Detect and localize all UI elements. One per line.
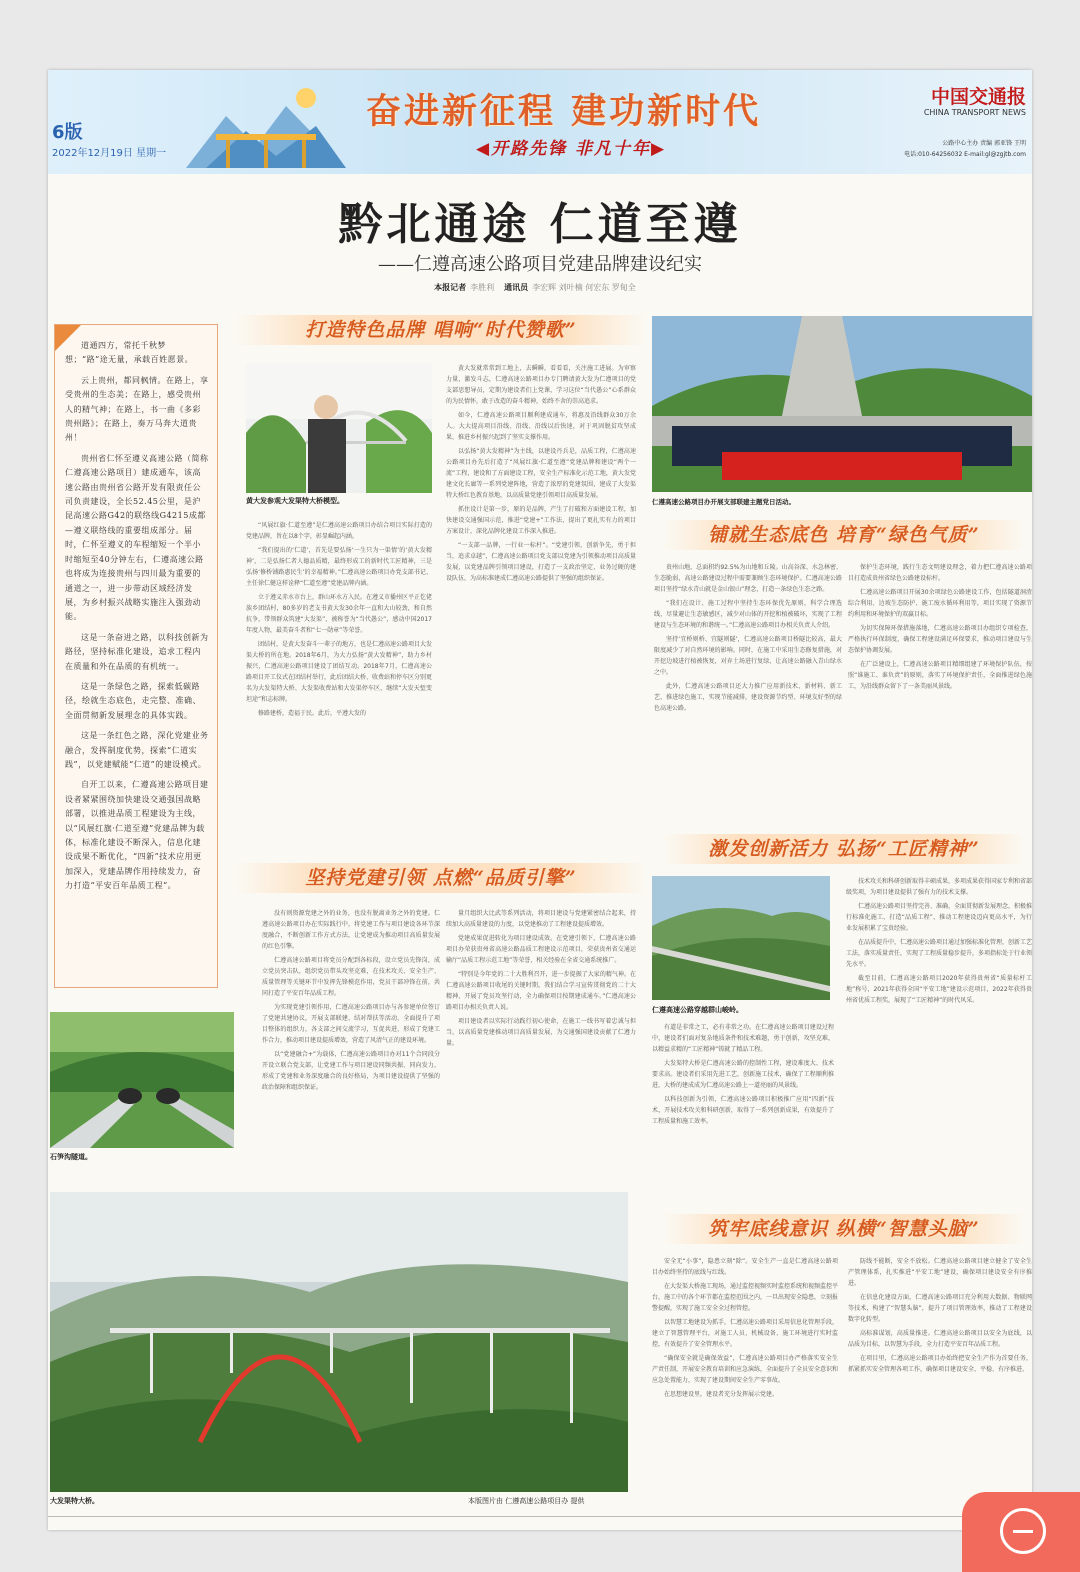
paragraph: 如今，仁遵高速公路项目顺利建成通车，将惠及沿线群众30万余人。大大提高项目沿线、沿线、沿线以后快速，对于巩固脱贫攻坚成果，推进乡村振兴起到了坚实支撑作用。 xyxy=(446,412,636,441)
section-3-title: 铺就生态底色 培育“绿色气质” xyxy=(664,520,1024,550)
paragraph: 技术攻关和科研创新取得丰硕成果，多项成果获得国家专利和省部级奖项，为项目建设提供了强有力的技术支撑。 xyxy=(846,878,1032,896)
masthead-editors: 公路中心主办 责编 郭亚锋 王明 xyxy=(942,140,1026,147)
newspaper-page xyxy=(48,70,1032,1530)
reporter-label: 本报记者 xyxy=(434,283,467,292)
paragraph: 仁遵高速公路项目将党员分配到各标段，设立党员先锋岗，成立党员突击队，组织党员带头攻坚克难，在技术攻关、安全生产、质量管理等关键环节中发挥先锋模范作用，党员干部冲锋在前，共同打造了平安百年品质工程。 xyxy=(262,957,440,997)
paragraph: “特别是今年党的二十大胜利召开，进一步提振了大家的精气神。在仁遵高速公路项目收尾的关键时期，我们结合学习宣传贯彻党的二十大精神，开展了党员攻坚行动，全力确保项目按期建成通车。”仁遵高速公路项目办相关负责人说。 xyxy=(446,971,636,1011)
paragraph: 坚持‘宜桥则桥、宜隧则隧’，仁遵高速公路项目桥隧比较高，最大限度减少了对自然环境的影响。同时，在施工中采用生态修复措施，对开挖边坡进行植被恢复，对弃土场进行复绿，让高速公路融入青山绿水之中。 xyxy=(654,636,842,676)
paragraph: 仁遵高速公路项目坚持完善、准确、全面贯彻新发展理念，积极推行标准化施工，打造“品质工程”，推动工程建设迈向更高水平，为行业发展积累了宝贵经验。 xyxy=(846,903,1032,932)
paragraph: 此外，仁遵高速公路项目还大力推广应用新技术、新材料、新工艺，推进绿色施工，实现节能减排，建设资源节约型、环境友好型的绿色高速公路。 xyxy=(654,683,842,712)
masthead xyxy=(48,70,1032,174)
photo-dafaqu-bridge xyxy=(50,1192,628,1492)
section-1-text-left xyxy=(246,520,432,920)
section-4-text-right xyxy=(846,876,1032,1218)
paragraph: 抓住设计是第一步，原的是品牌，产生了打破和方面建设工程，加快建设交通强国示范，推进“党建+”工作法，提出了更扎实有力的项目方案设计，深化品牌化建设工作深入推进。 xyxy=(446,506,636,535)
caption-highway-mountains: 仁遵高速公路穿越群山峻岭。 xyxy=(652,1006,743,1014)
section-2-title: 坚持党建引领 点燃“品质引擎” xyxy=(236,863,646,893)
paragraph: 量月组织大比武等系列活动，将项目建设与党建紧密结合起来，持续加大高质量建设的力度，以党建推动了工程建设提质增效。 xyxy=(446,910,636,928)
paragraph: “我们提出的‘仁道’，首先是要弘扬‘一生只为一渠情’的‘黄大发精神’，二是弘扬仁者人德品质精，最终形成工的新时代工匠精神，三是弘扬‘修桥铺路惠民生’的幸福精神。”仁遵高速公路项目办党支部书记、主任徐仁健这样诠释“仁道至遵”党建品牌内涵。 xyxy=(246,547,432,587)
masthead-slogan: 奋进新征程 建功新时代 xyxy=(366,91,762,132)
paragraph: 在广泛建设上，仁遵高速公路项目精细组建了环境保护队伍，按照“谁施工、谁负责”的原则，落实了环境保护责任，全面推进绿色施工，为沿线群众留下了一条美丽风景线。 xyxy=(848,661,1032,690)
newspaper-english-name: CHINA TRANSPORT NEWS xyxy=(923,108,1026,117)
paragraph: 为实现党建引领作用，仁遵高速公路项目办与各参建单位签订了党建共建协议，开展支部联建、结对帮扶等活动，全面提升了项目整体的组织力，各支部之间交流学习，互促共进，形成了党建工作合力，推动项目建设提质增效，营造了风清气正的建设环境。 xyxy=(262,1004,440,1044)
section-1-text-right xyxy=(446,363,636,920)
paragraph: 保护生态环境，践行生态文明建设理念，着力把仁遵高速公路项目打造成贵州省绿色公路建设标杆。 xyxy=(848,564,1032,582)
paragraph: 以科技创新为引领，仁遵高速公路项目积极推广应用“四新”技术，开展技术攻关和科研创新，取得了一系列创新成果，有效提升了工程质量和施工效率。 xyxy=(652,1096,834,1125)
section-1-title: 打造特色品牌 唱响“时代赞歌” xyxy=(236,315,646,345)
bottom-rule xyxy=(48,1516,1032,1517)
intro-paragraph: 这是一条绿色之路，探索低碳路径，绘就生态底色，走完整、准确、全面贯彻新发展理念的具体实践。 xyxy=(65,681,201,720)
photo-party-group xyxy=(652,316,1032,492)
paragraph: “一支部一品牌，一行业一标杆”。“党建引领，创新争先，勇于担当，追求卓越”，仁遵高速公路项目党支部以党建为引领推动项目高质量发展，以党建品牌引领项目建设，打造了一支政治坚定、业务过硬的建设队伍，为高标准建成仁遵高速公路提供了坚强的组织保证。 xyxy=(446,542,636,582)
paragraph: 项目建设者以实际行动践行初心使命，在施工一线书写着忠诚与担当，以高质量党建推动项目高质量发展，为交通强国建设贡献了仁遵力量。 xyxy=(446,1018,636,1047)
paragraph: 有道是非常之工，必有非常之功。在仁遵高速公路项目建设过程中，建设者们面对复杂地质条件和技术难题，勇于创新，攻坚克难，以精益求精的“工匠精神”铸就了精品工程。 xyxy=(652,1024,834,1053)
section-4-text-left xyxy=(652,1022,834,1218)
caption-tunnel: 石笋沟隧道。 xyxy=(50,1153,92,1161)
section-5-text-left xyxy=(652,1256,838,1502)
intro-paragraph: 云上贵州，都同枫情。在路上，享受贵州的生态美；在路上，感受贵州人的精气神；在路上，书一曲《多彩贵州路》；在路上，奏万马奔大道贵州！ xyxy=(65,375,209,443)
paragraph: 立于遵义赤水市台上，群山环水方入民。在遵义市播州区平正仡佬族乡团结村，80多岁的老支书黄大发30余年一直和大山较劲，和自然抗争，带领群众筑建“大发渠”，被称誉为“当代愚公”，感动中国2017年度人物，最美奋斗者和“七一勋章”等荣誉。 xyxy=(246,594,432,634)
intro-paragraph: 这是一条红色之路，深化党建业务融合，发挥制度优势，探索“仁道实践”，以党建赋能“仁道”的建设模式。 xyxy=(65,731,209,769)
paragraph: 贵州山地，总面积约92.5%为山地和丘陵。山高谷深、水急林密、生态脆弱，高速公路建设过程中需要兼顾生态环境保护。仁遵高速公路项目坚持“绿水青山就是金山银山”理念，打造一条绿色生态之路。 xyxy=(654,564,842,593)
photo-credit: 本版图片由 仁遵高速公路项目办 提供 xyxy=(468,1497,585,1505)
caption-dafaqu-bridge: 大发渠特大桥。 xyxy=(50,1497,99,1505)
paragraph: 在品质提升中，仁遵高速公路项目通过加强标准化管理，创新工艺工法，落实质量责任，实现了工程质量稳步提升，多项指标处于行业领先水平。 xyxy=(846,939,1032,968)
masthead-artwork xyxy=(186,76,346,168)
photo-tunnel xyxy=(50,1012,234,1148)
article-byline xyxy=(48,282,1032,293)
paragraph: 以智慧工地建设为抓手，仁遵高速公路项目采用信息化管理手段，建立了智慧管理平台，对施工人员、机械设备、施工环境进行实时监控，有效提升了安全管理水平。 xyxy=(652,1319,838,1348)
section-4-title: 激发创新活力 弘扬“工匠精神” xyxy=(664,834,1024,864)
paragraph: 大发渠特大桥是仁遵高速公路的控制性工程，建设难度大、技术要求高。建设者们采用先进工艺，创新施工技术，确保了工程顺利推进，大桥的建成成为仁遵高速公路上一道亮丽的风景线。 xyxy=(652,1060,834,1089)
paragraph: “确保安全就是确保效益”，仁遵高速公路项目办严格落实安全生产责任制，开展安全教育培训和应急演练，全面提升了全员安全意识和应急处置能力，实现了建设期间安全生产零事故。 xyxy=(652,1355,838,1384)
paragraph: 高标准谋划，高质量推进。仁遵高速公路项目以安全为底线，以品质为目标，以智慧为手段，全力打造平安百年品质工程。 xyxy=(848,1330,1032,1348)
section-5-title: 筑牢底线意识 纵横“智慧头脑” xyxy=(664,1214,1024,1244)
intro-box xyxy=(54,324,218,988)
paragraph: 团结村，是黄大发奋斗一辈子的地方，也是仁遵高速公路项目大发渠大桥的所在地。2018年6月，为大力弘扬“黄大发精神”，助力乡村振兴，仁遵高速公路项目建设了团结互动。2018年7月，仁遵高速公路项目开工仪式在团结村举行，此后团结大桥、收费站和停车区分别更名为大发渠特大桥、大发渠收费站和大发渠停车区，继续“大发天堑变坦途”和志标牌。 xyxy=(246,641,432,703)
paragraph: 安全无“小事”，隐患立刻“除”。安全生产一直是仁遵高速公路项目办始终坚持的底线与红线。 xyxy=(652,1258,838,1276)
masthead-contact: 电话:010-64256032 E-mail:gl@zgjtb.com xyxy=(904,151,1026,158)
paragraph: 修路建桥，造福于民。此后，平遵大发的 xyxy=(258,710,367,717)
correspondent-label: 通讯员 xyxy=(504,283,529,292)
paragraph: 在项目里，仁遵高速公路项目办始终把安全生产作为首要任务，抓紧抓实安全管理各项工作，确保项目建设安全、平稳、有序推进。 xyxy=(848,1355,1032,1373)
paragraph: 在信息化建设方面，仁遵高速公路项目充分利用大数据、物联网等技术，构建了“智慧头脑”，提升了项目管理效率，推动了工程建设数字化转型。 xyxy=(848,1294,1032,1323)
paragraph: “风展红旗·仁道至遵”是仁遵高速公路项目办结合项目实际打造的党建品牌，旨在以8个字，彰显崛起内涵。 xyxy=(246,522,432,540)
section-3-text-left xyxy=(654,562,842,830)
paragraph: 没有则资源党建之外的业务，也没有脱离业务之外的党建。仁遵高速公路项目办在实际践行中，将党建工作与项目建设各环节深度融合，不断创新工作方式方法，让党建成为推动项目高质量发展的红色引擎。 xyxy=(262,910,440,950)
paragraph: 黄大发就常常到工地上，去瞬瞬，看看看，关注施工进展。为审察力量，激发斗志，仁遵高速公路项目办专门聘请黄大发为仁遵项目的党支部思想导员，定期为建设者们上党课，学习这位“当代愚公”心系群众的为民情怀，敢于改造的奋斗精神，始终不舍的崇高追求。 xyxy=(446,365,636,405)
paragraph: 在大发渠大桥施工现场，通过监控视频实时监控系统和视频监控平台，施工中的各个环节都在监控范围之内，一旦出现安全隐患，立刻报警提醒，实现了施工安全全过程管控。 xyxy=(652,1283,838,1312)
paragraph: 防线不能断，安全不放松。仁遵高速公路项目建立健全了安全生产管理体系，扎实推进“平安工地”建设，确保项目建设安全有序推进。 xyxy=(848,1258,1032,1287)
photo-highway-mountains xyxy=(652,876,830,1000)
masthead-subslogan: ◀开路先锋 非凡十年▶ xyxy=(476,139,667,159)
section-3-text-right xyxy=(848,562,1032,830)
correspondent-names: 李宏辉 刘叶楠 何宏东 罗甸全 xyxy=(532,283,636,292)
paragraph: 以“党建融合+”为载体，仁遵高速公路项目办对11个合同段分开设立联合党支部，让党建工作与项目建设同频共振、同向发力，形成了党建和业务深度融合的良好格局，为项目建设提供了坚强的政治保障和组织保证。 xyxy=(262,1051,440,1091)
intro-paragraph: 道通四方，常托千秋梦想；“路”途无量，承载百姓愿景。 xyxy=(65,341,194,365)
article-headline: 黔北通途 仁道至遵 xyxy=(338,199,742,250)
section-2-text-right xyxy=(446,908,636,1234)
paragraph: 党建成果促进转化为项目建设成效。在党建引领下，仁遵高速公路项目办荣获贵州省高速公路品质工程建设示范项目，荣获贵州省交通运输厅“品质工程示范工地”等荣誉，相关经验在全省交通系统推广。 xyxy=(446,935,636,964)
publication-date: 2022年12月19日 星期一 xyxy=(52,148,167,159)
photo-bridge-model xyxy=(246,363,432,493)
article-subhead: ——仁遵高速公路项目党建品牌建设纪实 xyxy=(378,254,702,275)
paragraph: 在思想建设里，建设者充分发挥展示党建。 xyxy=(664,1391,779,1398)
minus-circle-icon[interactable] xyxy=(1000,1508,1046,1554)
paragraph: “我们在设计、施工过程中坚持生态环保优先原则，科学合理选线，尽量避让生态敏感区，减少对山体的开挖和植被破坏，实现了工程建设与生态环境的和谐统一。”仁遵高速公路项目办相关负责人介绍。 xyxy=(654,600,842,629)
paragraph: 为切实保障环保措施落地，仁遵高速公路项目办组织专项检查，严格执行环保制度，确保工程建设满足环保要求，推动项目建设与生态保护协调发展。 xyxy=(848,625,1032,654)
intro-paragraph: 自开工以来，仁遵高速公路项目建设者紧紧围绕加快建设交通强国战略部署，以推进品质工程建设为主线，以“风展红旗·仁道至遵”党建品牌为载体，标准化建设不断深入，信息化建设成果不断优化，“四新”技术应用更加深入，党建品牌作用持续发力，奋力打造“平安百年品质工程”。 xyxy=(65,780,209,891)
caption-party-group: 仁遵高速公路项目办开展支部联建主题党日活动。 xyxy=(652,498,795,506)
caption-bridge-model: 黄大发参观大发渠特大桥模型。 xyxy=(246,497,344,505)
paragraph: 截至目前，仁遵高速公路项目2020年获得贵州省“质量标杆工地”称号，2021年获得全国“平安工地”建设示范项目，2022年获得贵州省优质工程奖，展现了“工匠精神”的时代风采。 xyxy=(846,975,1032,1004)
masthead-info xyxy=(904,138,1026,160)
intro-corner-mark xyxy=(55,325,81,351)
reporter-name: 李胜利 xyxy=(470,283,495,292)
newspaper-name: 中国交通报 xyxy=(930,86,1026,108)
section-2-text-left xyxy=(262,908,440,1234)
intro-paragraph: 这是一条奋进之路，以科技创新为路径，坚持标准化建设，追求工程内在质量和外在品质的有机统一。 xyxy=(65,632,209,671)
paragraph: 以弘扬“黄大发精神”为主线，以建设丹兵是，品质工程，仁遵高速公路项目办先后打造了“风展红旗·仁道至遵”党建品牌和建设“两个一流”工程，建设和了方面建设工程，安全生产标准化示范工地，黄大发党建文化长廊等一系列党建阵地，营造了浓厚的党建氛围，建成了大发渠特大桥红色教育基地，以高质量党建引领项目高质量发展。 xyxy=(446,448,636,499)
section-5-text-right xyxy=(848,1256,1032,1502)
intro-paragraph: 贵州省仁怀至遵义高速公路（简称仁遵高速公路项目）建成通车，该高速公路由贵州省公路开发有限责任公司负责建设，全长52.45公里，是沪昆高速公路G42的联络线G4215成都—遵义联络线的重要组成部分。届时，仁怀至遵义的车程缩短一个半小时缩短至40分钟左右，仁遵高速公路也将成为连接贵州与四川最为重要的通道之一，进一步带动区域经济发展，为乡村振兴战略实施注入强劲动能。 xyxy=(65,453,209,622)
paragraph: 仁遵高速公路项目开展30余项绿色公路建设工作，包括隧道洞渣综合利用、边坡生态防护、施工废水循环利用等，项目实现了资源节约利用和环境保护的双赢目标。 xyxy=(848,589,1032,618)
edition-number: 6版 xyxy=(52,122,83,143)
